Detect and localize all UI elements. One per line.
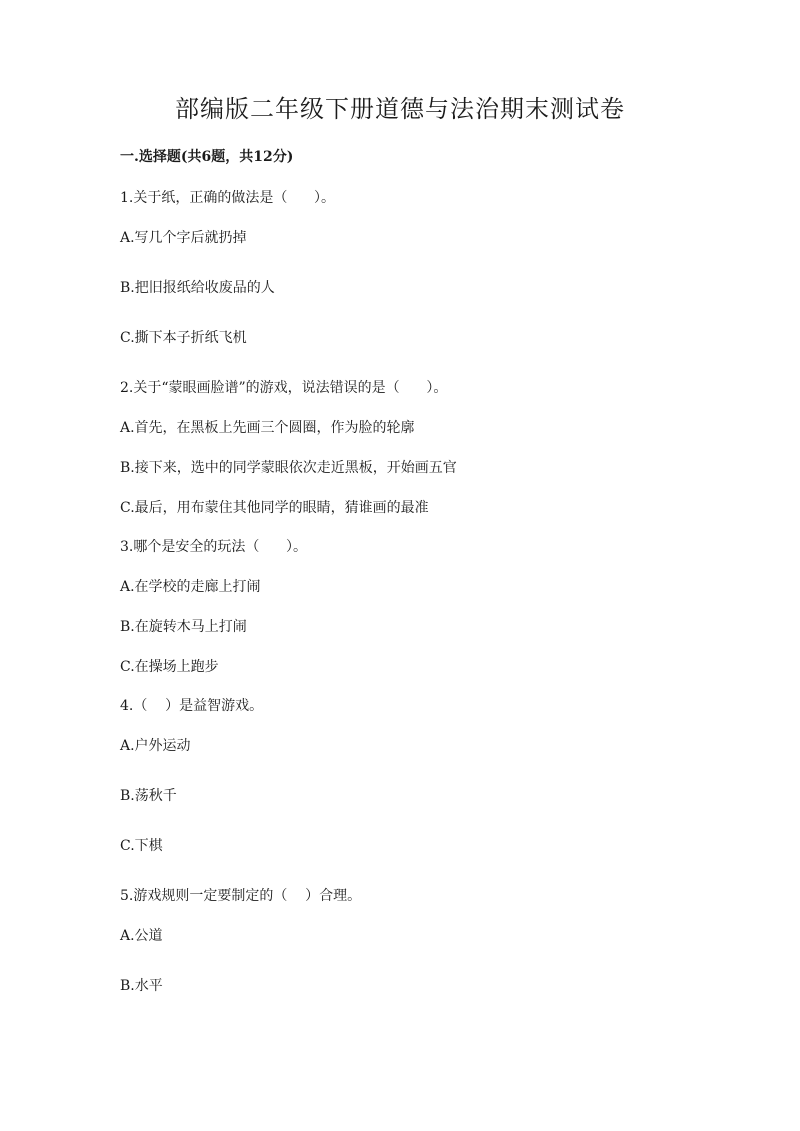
question-5-option-a: A.公道 xyxy=(120,928,163,944)
page-title: 部编版二年级下册道德与法治期末测试卷 xyxy=(175,95,625,123)
question-2-option-b: B.接下来，选中的同学蒙眼依次走近黑板，开始画五官 xyxy=(120,460,457,476)
question-5-option-b: B.水平 xyxy=(120,978,163,994)
question-2-stem: 2.关于“蒙眼画脸谱”的游戏，说法错误的是（ ）。 xyxy=(120,380,448,396)
section-header: 一.选择题(共6题，共12分) xyxy=(120,149,294,165)
question-3-option-a: A.在学校的走廊上打闹 xyxy=(120,579,261,595)
question-5-stem: 5.游戏规则一定要制定的（ ）合理。 xyxy=(120,888,362,904)
question-1-option-b: B.把旧报纸给收废品的人 xyxy=(120,280,275,296)
question-3-stem: 3.哪个是安全的玩法（ ）。 xyxy=(120,539,308,555)
question-1-option-c: C.撕下本子折纸飞机 xyxy=(120,330,247,346)
question-4-option-a: A.户外运动 xyxy=(120,738,191,754)
question-3-option-b: B.在旋转木马上打闹 xyxy=(120,619,247,635)
question-1-option-a: A.写几个字后就扔掉 xyxy=(120,230,247,246)
question-4-option-b: B.荡秋千 xyxy=(120,788,177,804)
question-4-stem: 4.（ ）是益智游戏。 xyxy=(120,698,264,714)
question-1-stem: 1.关于纸，正确的做法是（ ）。 xyxy=(120,190,336,206)
question-4-option-c: C.下棋 xyxy=(120,838,163,854)
question-2-option-a: A.首先，在黑板上先画三个圆圈，作为脸的轮廓 xyxy=(120,420,415,436)
question-3-option-c: C.在操场上跑步 xyxy=(120,659,219,675)
question-2-option-c: C.最后，用布蒙住其他同学的眼睛，猜谁画的最准 xyxy=(120,500,429,516)
